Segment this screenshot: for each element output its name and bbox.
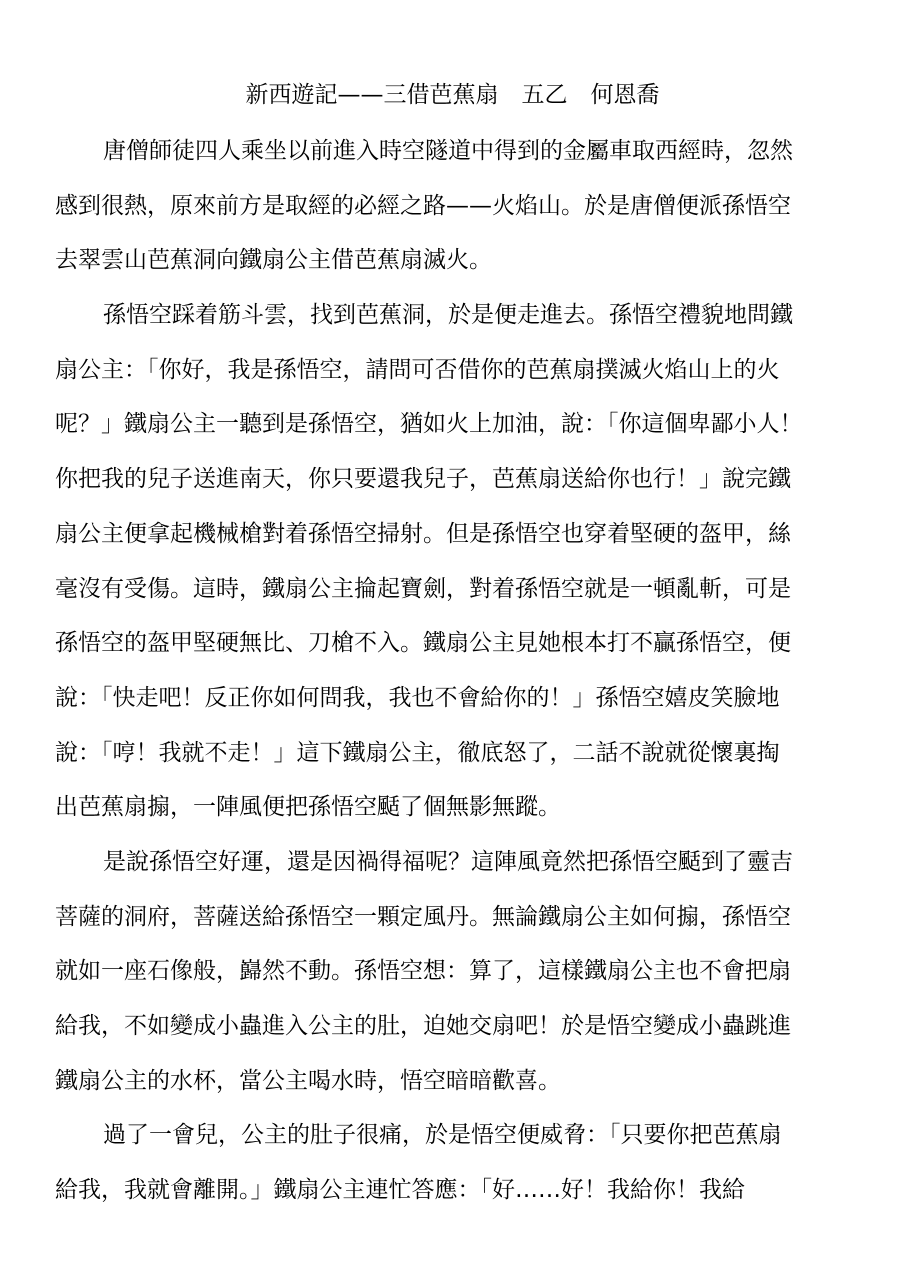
text-line: 過了一會兒，公主的肚子很痛，於是悟空便威脅：「只要你把芭蕉扇 [103,1122,782,1149]
paragraph-3 [55,835,855,1108]
text-line: 就如一座石像般，巋然不動。孫悟空想：算了，這樣鐵扇公主也不會把扇 [55,958,791,985]
text-line: 孫悟空踩着筋斗雲，找到芭蕉洞，於是便走進去。孫悟空禮貌地問鐵 [103,302,793,329]
text-line: 扇公主：「你好，我是孫悟空，請問可否借你的芭蕉扇撲滅火焰山上的火 [55,356,780,383]
text-line: 毫沒有受傷。這時，鐵扇公主掄起寶劍，對着孫悟空就是一頓亂斬，可是 [55,575,791,602]
document-title: 新西遊記——三借芭蕉扇 五乙 何恩喬 [245,82,660,108]
paragraph-4 [55,1108,855,1217]
paragraph-1 [55,124,855,288]
text-line: 給我，我就會離開。」鐵扇公主連忙答應：「好……好！我給你！我給 [55,1177,745,1204]
text-line: 給我，不如變成小蟲進入公主的肚，迫她交扇吧！於是悟空變成小蟲跳進 [55,1013,791,1039]
text-line: 說：「哼！我就不走！」這下鐵扇公主，徹底怒了，二話不說就從懷裏掏 [55,739,780,766]
text-line: 菩薩的洞府，菩薩送給孫悟空一顆定風丹。無論鐵扇公主如何搧，孫悟空 [55,903,791,930]
text-line: 是說孫悟空好運，還是因禍得福呢？這陣風竟然把孫悟空颳到了靈吉 [103,848,793,875]
text-line: 呢？」鐵扇公主一聽到是孫悟空，猶如火上加油，說：「你這個卑鄙小人！ [55,411,803,438]
paragraph-2 [55,288,855,835]
text-line: 說：「快走吧！反正你如何問我，我也不會給你的！」孫悟空嬉皮笑臉地 [55,684,780,711]
text-line: 你把我的兒子送進南天，你只要還我兒子，芭蕉扇送給你也行！」說完鐵 [55,466,791,493]
text-line: 孫悟空的盔甲堅硬無比、刀槍不入。鐵扇公主見她根本打不贏孫悟空，便 [55,630,791,657]
text-line: 出芭蕉扇搧，一陣風便把孫悟空颳了個無影無蹤。 [55,794,561,821]
text-line: 鐵扇公主的水杯，當公主喝水時，悟空暗暗歡喜。 [55,1067,561,1094]
text-line: 唐僧師徒四人乘坐以前進入時空隧道中得到的金屬車取西經時，忽然 [103,138,793,164]
document-body [55,124,855,1218]
text-line: 去翠雲山芭蕉洞向鐵扇公主借芭蕉扇滅火。 [55,247,492,274]
text-line: 感到很熱，原來前方是取經的必經之路——火焰山。於是唐僧便派孫悟空 [55,192,791,219]
text-line: 扇公主便拿起機械槍對着孫悟空掃射。但是孫悟空也穿着堅硬的盔甲，絲 [55,520,791,547]
